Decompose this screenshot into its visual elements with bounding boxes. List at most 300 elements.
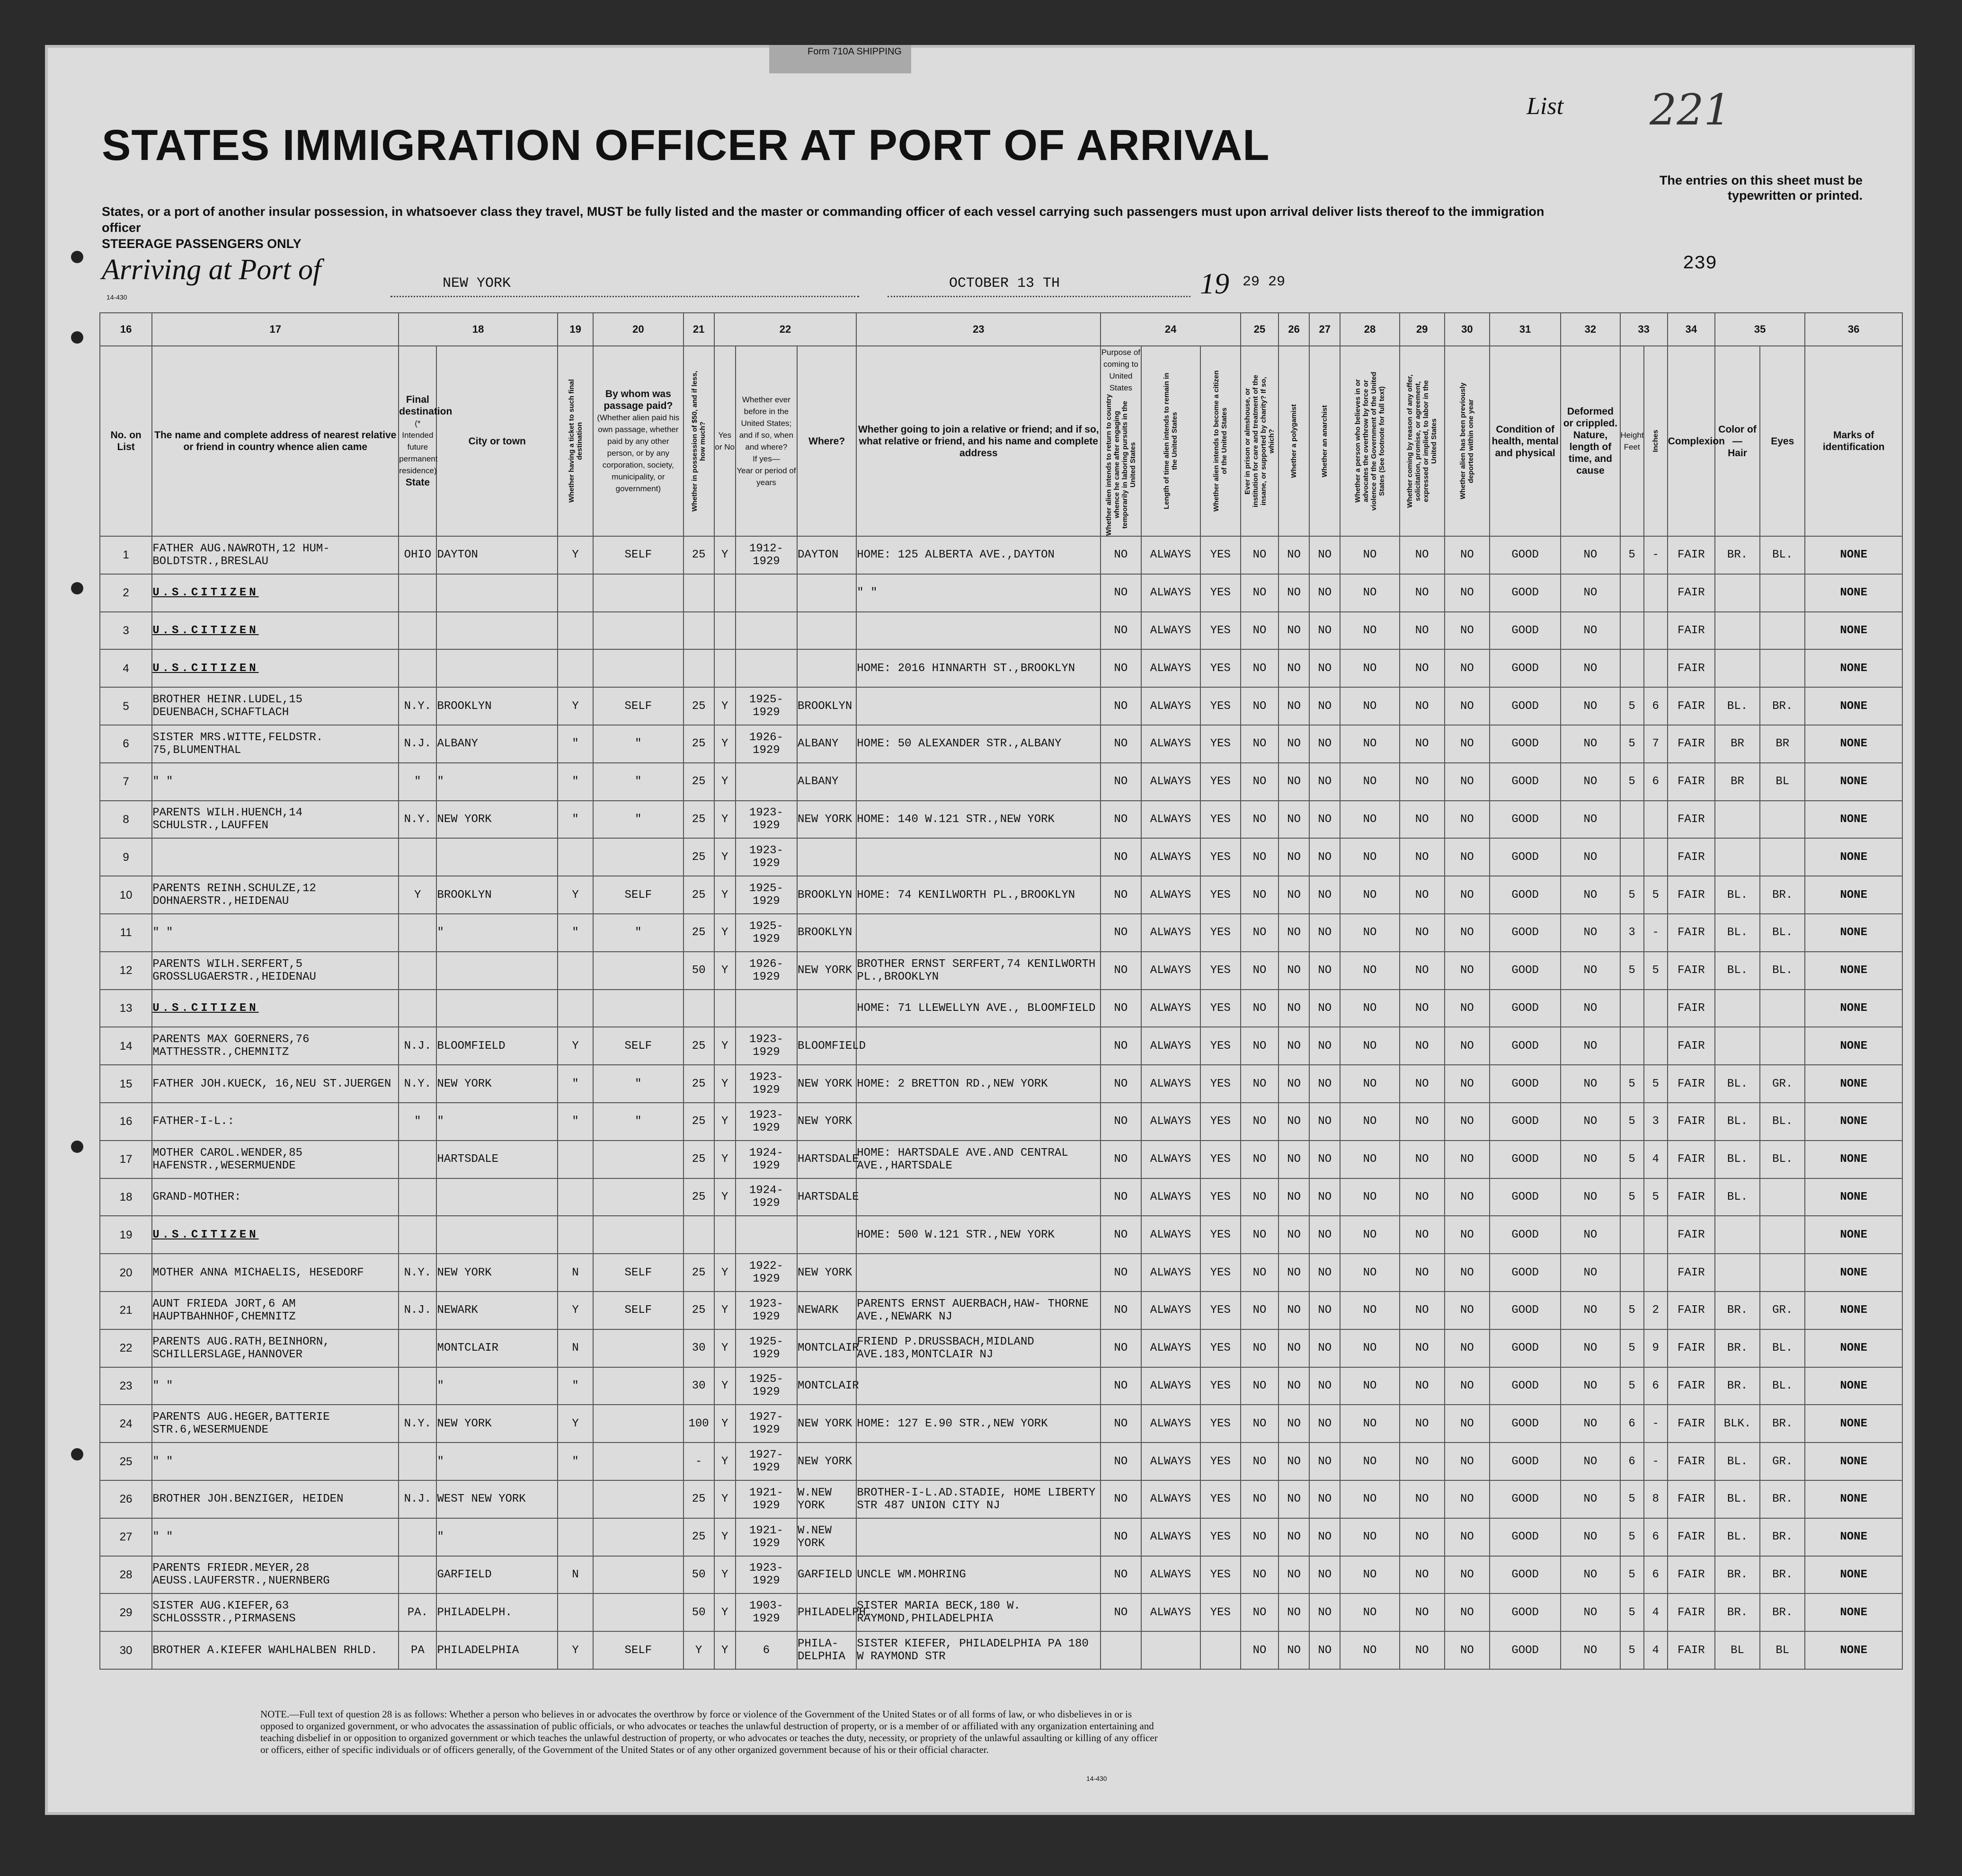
contract-labor: NO [1400,1216,1445,1254]
height-feet: 5 [1620,1292,1644,1329]
col-number: 21 [684,313,714,346]
identification-marks: NONE [1805,1329,1902,1367]
anarchist: NO [1309,1216,1340,1254]
table-row [100,1593,1902,1631]
table-row [100,1631,1902,1669]
become-citizen: YES [1200,687,1241,725]
contract-labor: NO [1400,1556,1445,1594]
polygamist: NO [1278,649,1309,687]
row-number: 5 [100,687,152,725]
row-number: 21 [100,1292,152,1329]
arriving-label: Arriving at Port of [102,254,321,286]
intends-return: NO [1101,1593,1141,1631]
years-period: 1926-1929 [736,952,797,990]
money-amount: 25 [684,1480,714,1518]
destination-city: " [436,914,558,952]
identification-marks: NONE [1805,1556,1902,1594]
manifest-table [99,312,1903,1670]
intends-return: NO [1101,1480,1141,1518]
hair-color: BL. [1715,1103,1760,1141]
height-inches [1644,801,1668,839]
complexion: FAIR [1668,1178,1715,1216]
money-amount: 50 [684,1593,714,1631]
previously-deported: NO [1445,801,1490,839]
instructions [102,204,1569,252]
header-hair-text: Hair [1728,447,1747,459]
height-feet: 5 [1620,876,1644,914]
contract-labor: NO [1400,914,1445,952]
contract-labor: NO [1400,1178,1445,1216]
ticket-flag [558,1178,593,1216]
complexion: FAIR [1668,876,1715,914]
years-period: 1922-1929 [736,1254,797,1292]
length-of-stay: ALWAYS [1141,838,1200,876]
complexion: FAIR [1668,649,1715,687]
prison-almshouse: NO [1241,876,1278,914]
col-number: 18 [399,313,558,346]
deformed: NO [1561,1103,1620,1141]
passage-paid-by [593,1593,683,1631]
passage-paid-by [593,990,683,1027]
previous-location: NEW YORK [797,801,856,839]
polygamist: NO [1278,914,1309,952]
polygamist: NO [1278,1065,1309,1103]
length-of-stay: ALWAYS [1141,612,1200,650]
complexion: FAIR [1668,1103,1715,1141]
destination-state: N.Y. [399,1065,436,1103]
hair-color: BL. [1715,1480,1760,1518]
deformed: NO [1561,612,1620,650]
table-row [100,1027,1902,1065]
polygamist: NO [1278,1141,1309,1178]
previously-deported: NO [1445,1178,1490,1216]
destination-state [399,649,436,687]
hair-color: BL. [1715,952,1760,990]
been-before: Y [714,763,736,801]
deformed: NO [1561,1216,1620,1254]
been-before: Y [714,1631,736,1669]
passage-paid-by: SELF [593,1254,683,1292]
anarchist: NO [1309,1065,1340,1103]
health-condition: GOOD [1490,763,1561,801]
nearest-relative: PARENTS AUG.HEGER,BATTERIE STR.6,WESERMUENDE [152,1405,399,1442]
contract-labor: NO [1400,687,1445,725]
previous-location [797,1216,856,1254]
destination-state [399,1178,436,1216]
deformed: NO [1561,1065,1620,1103]
row-number: 17 [100,1141,152,1178]
hair-color [1715,990,1760,1027]
years-period: 1923-1929 [736,1103,797,1141]
joining-relative: PARENTS ERNST AUERBACH,HAW- THORNE AVE.,NEWARK NJ [856,1292,1101,1329]
joining-relative: HOME: 140 W.121 STR.,NEW YORK [856,801,1101,839]
ticket-flag [558,649,593,687]
been-before: Y [714,1518,736,1556]
health-condition: GOOD [1490,952,1561,990]
ticket-flag [558,1593,593,1631]
become-citizen: YES [1200,536,1241,574]
hair-color: BR [1715,763,1760,801]
previous-location: HARTSDALE [797,1141,856,1178]
question-28: NO [1340,1065,1399,1103]
anarchist: NO [1309,1405,1340,1442]
previous-location: DAYTON [797,536,856,574]
nearest-relative: PARENTS AUG.RATH,BEINHORN, SCHILLERSLAGE,HANNOVER [152,1329,399,1367]
header-color-of: Color of— [1718,424,1757,447]
previously-deported: NO [1445,536,1490,574]
row-number: 16 [100,1103,152,1141]
length-of-stay: ALWAYS [1141,1480,1200,1518]
years-period: 1925-1929 [736,914,797,952]
years-period: 1923-1929 [736,1027,797,1065]
anarchist: NO [1309,952,1340,990]
col-number: 27 [1309,313,1340,346]
contract-labor: NO [1400,1442,1445,1480]
passage-paid-by [593,574,683,612]
deformed: NO [1561,1480,1620,1518]
contract-labor: NO [1400,990,1445,1027]
row-number: 28 [100,1556,152,1594]
joining-relative: HOME: HARTSDALE AVE.AND CENTRAL AVE.,HARTSDALE [856,1141,1101,1178]
money-amount: 25 [684,1178,714,1216]
previous-location: NEW YORK [797,1254,856,1292]
height-feet: 5 [1620,687,1644,725]
anarchist: NO [1309,990,1340,1027]
header-eyes: Eyes [1760,346,1805,536]
been-before: Y [714,952,736,990]
health-condition: GOOD [1490,1367,1561,1405]
joining-relative: HOME: 127 E.90 STR.,NEW YORK [856,1405,1101,1442]
health-condition: GOOD [1490,876,1561,914]
identification-marks: NONE [1805,612,1902,650]
form-code: 14-430 [107,293,127,301]
ticket-flag: " [558,725,593,763]
nearest-relative: PARENTS WILH.HUENCH,14 SCHULSTR.,LAUFFEN [152,801,399,839]
complexion: FAIR [1668,1518,1715,1556]
height-feet: 5 [1620,1178,1644,1216]
hair-color: BL. [1715,914,1760,952]
complexion: FAIR [1668,1027,1715,1065]
contract-labor: NO [1400,649,1445,687]
previous-location: BROOKLYN [797,914,856,952]
polygamist: NO [1278,1329,1309,1367]
prison-almshouse: NO [1241,574,1278,612]
height-inches [1644,649,1668,687]
col-number: 24 [1101,313,1241,346]
been-before [714,574,736,612]
previous-location: NEW YORK [797,1405,856,1442]
header-passage-text: By whom was passage paid? [604,388,673,411]
years-period [736,1216,797,1254]
eye-color [1760,990,1805,1027]
joining-relative: FRIEND P.DRUSSBACH,MIDLAND AVE.183,MONTCLAIR NJ [856,1329,1101,1367]
health-condition: GOOD [1490,1292,1561,1329]
height-feet: 5 [1620,1631,1644,1669]
passage-paid-by [593,952,683,990]
destination-state [399,1556,436,1594]
ticket-flag: Y [558,1027,593,1065]
intends-return: NO [1101,1216,1141,1254]
contract-labor: NO [1400,763,1445,801]
identification-marks: NONE [1805,1178,1902,1216]
deformed: NO [1561,952,1620,990]
previously-deported: NO [1445,1405,1490,1442]
height-inches: 9 [1644,1329,1668,1367]
joining-relative: SISTER KIEFER, PHILADELPHIA PA 180 W RAYMOND STR [856,1631,1101,1669]
eye-color: GR. [1760,1065,1805,1103]
length-of-stay: ALWAYS [1141,1065,1200,1103]
hair-color [1715,649,1760,687]
contract-labor: NO [1400,1480,1445,1518]
height-inches: 3 [1644,1103,1668,1141]
joining-relative [856,914,1101,952]
years-period: 1923-1929 [736,838,797,876]
eye-color: BL. [1760,914,1805,952]
table-row [100,838,1902,876]
destination-city: NEW YORK [436,1254,558,1292]
complexion: FAIR [1668,763,1715,801]
col-number: 30 [1445,313,1490,346]
passage-paid-by: SELF [593,536,683,574]
ticket-flag [558,1518,593,1556]
previously-deported: NO [1445,612,1490,650]
length-of-stay: ALWAYS [1141,990,1200,1027]
anarchist: NO [1309,1178,1340,1216]
eye-color: BR. [1760,876,1805,914]
header-year-period-text: Year or period of years [737,466,796,487]
identification-marks: NONE [1805,952,1902,990]
previously-deported: NO [1445,1027,1490,1065]
years-period: 1926-1929 [736,725,797,763]
header-purpose-c-text: Whether alien intends to become a citizen of the United States [1212,370,1229,512]
page-title: STATES IMMIGRATION OFFICER AT PORT OF ARRIVAL [102,121,1270,169]
become-citizen: YES [1200,1518,1241,1556]
complexion: FAIR [1668,1065,1715,1103]
row-number: 9 [100,838,152,876]
ticket-flag: N [558,1329,593,1367]
ticket-flag [558,1216,593,1254]
col-number: 35 [1715,313,1805,346]
years-period: 1927-1929 [736,1405,797,1442]
hair-color: BLK. [1715,1405,1760,1442]
contract-labor: NO [1400,1405,1445,1442]
polygamist: NO [1278,838,1309,876]
destination-state: N.Y. [399,1254,436,1292]
polygamist: NO [1278,1480,1309,1518]
previous-location: NEW YORK [797,952,856,990]
height-feet [1620,649,1644,687]
header-feet [1620,346,1644,536]
polygamist: NO [1278,952,1309,990]
hair-color [1715,1216,1760,1254]
deformed: NO [1561,1518,1620,1556]
identification-marks: NONE [1805,1027,1902,1065]
destination-city [436,990,558,1027]
hair-color [1715,801,1760,839]
deformed: NO [1561,1405,1620,1442]
become-citizen: YES [1200,1329,1241,1367]
eye-color: BR. [1760,687,1805,725]
eye-color: BL [1760,1631,1805,1669]
height-feet: 5 [1620,763,1644,801]
hair-color: BL. [1715,1141,1760,1178]
prison-almshouse: NO [1241,763,1278,801]
polygamist: NO [1278,1178,1309,1216]
destination-state: N.J. [399,725,436,763]
previous-location: BROOKLYN [797,876,856,914]
eye-color: BL. [1760,536,1805,574]
header-where: Where? [797,346,856,536]
health-condition: GOOD [1490,1141,1561,1178]
health-condition: GOOD [1490,536,1561,574]
ticket-flag: " [558,1103,593,1141]
become-citizen [1200,1631,1241,1669]
complexion: FAIR [1668,687,1715,725]
polygamist: NO [1278,1518,1309,1556]
previously-deported: NO [1445,649,1490,687]
height-feet: 5 [1620,1141,1644,1178]
become-citizen: YES [1200,952,1241,990]
intends-return: NO [1101,1103,1141,1141]
col-number: 20 [593,313,683,346]
date-value: OCTOBER 13 TH [949,275,1060,292]
intends-return: NO [1101,1329,1141,1367]
eye-color: BL [1760,763,1805,801]
anarchist: NO [1309,1631,1340,1669]
previous-location: PHILADELPH. [797,1593,856,1631]
header-state-label: State [405,477,430,488]
ticket-flag [558,1141,593,1178]
hair-color: BR. [1715,1329,1760,1367]
become-citizen: YES [1200,1254,1241,1292]
become-citizen: YES [1200,1065,1241,1103]
question-28: NO [1340,725,1399,763]
table-row [100,1103,1902,1141]
nearest-relative: SISTER MRS.WITTE,FELDSTR. 75,BLUMENTHAL [152,725,399,763]
nearest-relative: FATHER-I-L.: [152,1103,399,1141]
identification-marks: NONE [1805,1141,1902,1178]
table-row [100,1329,1902,1367]
been-before: Y [714,838,736,876]
intends-return: NO [1101,801,1141,839]
destination-state [399,1141,436,1178]
joining-relative [856,763,1101,801]
header-q28-text: Whether a person who believes in or advocates the overthrow by force or violence of the Government of the United States (See footnote for full text) [1353,372,1386,511]
health-condition: GOOD [1490,1518,1561,1556]
contract-labor: NO [1400,1254,1445,1292]
complexion: FAIR [1668,914,1715,952]
polygamist: NO [1278,725,1309,763]
contract-labor: NO [1400,1103,1445,1141]
length-of-stay: ALWAYS [1141,1518,1200,1556]
row-number: 25 [100,1442,152,1480]
joining-relative: BROTHER-I-L.AD.STADIE, HOME LIBERTY STR 487 UNION CITY NJ [856,1480,1101,1518]
height-feet: 5 [1620,1518,1644,1556]
ticket-flag: Y [558,876,593,914]
ticket-flag: Y [558,1292,593,1329]
ticket-flag: Y [558,1631,593,1669]
intends-return: NO [1101,1442,1141,1480]
prison-almshouse: NO [1241,1518,1278,1556]
money-amount: - [684,1442,714,1480]
length-of-stay: ALWAYS [1141,1216,1200,1254]
destination-city: HARTSDALE [436,1141,558,1178]
header-ticket-text: Whether having a ticket to such final destination [567,379,584,503]
eye-color: BL. [1760,1141,1805,1178]
been-before: Y [714,1027,736,1065]
hair-color [1715,612,1760,650]
complexion: FAIR [1668,1254,1715,1292]
been-before: Y [714,1367,736,1405]
previously-deported: NO [1445,1254,1490,1292]
row-number: 3 [100,612,152,650]
question-28: NO [1340,1027,1399,1065]
passage-paid-by: " [593,801,683,839]
question-28: NO [1340,612,1399,650]
destination-state: N.J. [399,1292,436,1329]
passage-paid-by: " [593,1065,683,1103]
money-amount: 30 [684,1367,714,1405]
intends-return: NO [1101,725,1141,763]
deformed: NO [1561,990,1620,1027]
years-period: 1925-1929 [736,876,797,914]
health-condition: GOOD [1490,1405,1561,1442]
money-amount: 50 [684,1556,714,1594]
contract-labor: NO [1400,725,1445,763]
joining-relative [856,1442,1101,1480]
years-period: 1925-1929 [736,1367,797,1405]
destination-city: WEST NEW YORK [436,1480,558,1518]
polygamist: NO [1278,990,1309,1027]
length-of-stay: ALWAYS [1141,1405,1200,1442]
punch-hole [71,582,83,594]
identification-marks: NONE [1805,1480,1902,1518]
intends-return: NO [1101,952,1141,990]
become-citizen: YES [1200,1480,1241,1518]
complexion: FAIR [1668,1593,1715,1631]
become-citizen: YES [1200,990,1241,1027]
polygamist: NO [1278,1405,1309,1442]
been-before: Y [714,1141,736,1178]
health-condition: GOOD [1490,1556,1561,1594]
identification-marks: NONE [1805,574,1902,612]
hair-color: BR. [1715,536,1760,574]
been-before: Y [714,1405,736,1442]
health-condition: GOOD [1490,1216,1561,1254]
contract-labor: NO [1400,574,1445,612]
previously-deported: NO [1445,1103,1490,1141]
destination-city: PHILADELPH. [436,1593,558,1631]
length-of-stay: ALWAYS [1141,1593,1200,1631]
nearest-relative: MOTHER ANNA MICHAELIS, HESEDORF [152,1254,399,1292]
intends-return: NO [1101,763,1141,801]
complexion: FAIR [1668,725,1715,763]
header-if-yes: If yes— [753,454,780,463]
deformed: NO [1561,801,1620,839]
port-line [391,296,859,297]
height-feet [1620,801,1644,839]
passage-paid-by: SELF [593,687,683,725]
deformed: NO [1561,1329,1620,1367]
anarchist: NO [1309,725,1340,763]
money-amount [684,990,714,1027]
deformed: NO [1561,1442,1620,1480]
joining-relative: BROTHER ERNST SERFERT,74 KENILWORTH PL.,BROOKLYN [856,952,1101,990]
question-28: NO [1340,1367,1399,1405]
complexion: FAIR [1668,1216,1715,1254]
height-feet [1620,1216,1644,1254]
height-feet: 6 [1620,1405,1644,1442]
